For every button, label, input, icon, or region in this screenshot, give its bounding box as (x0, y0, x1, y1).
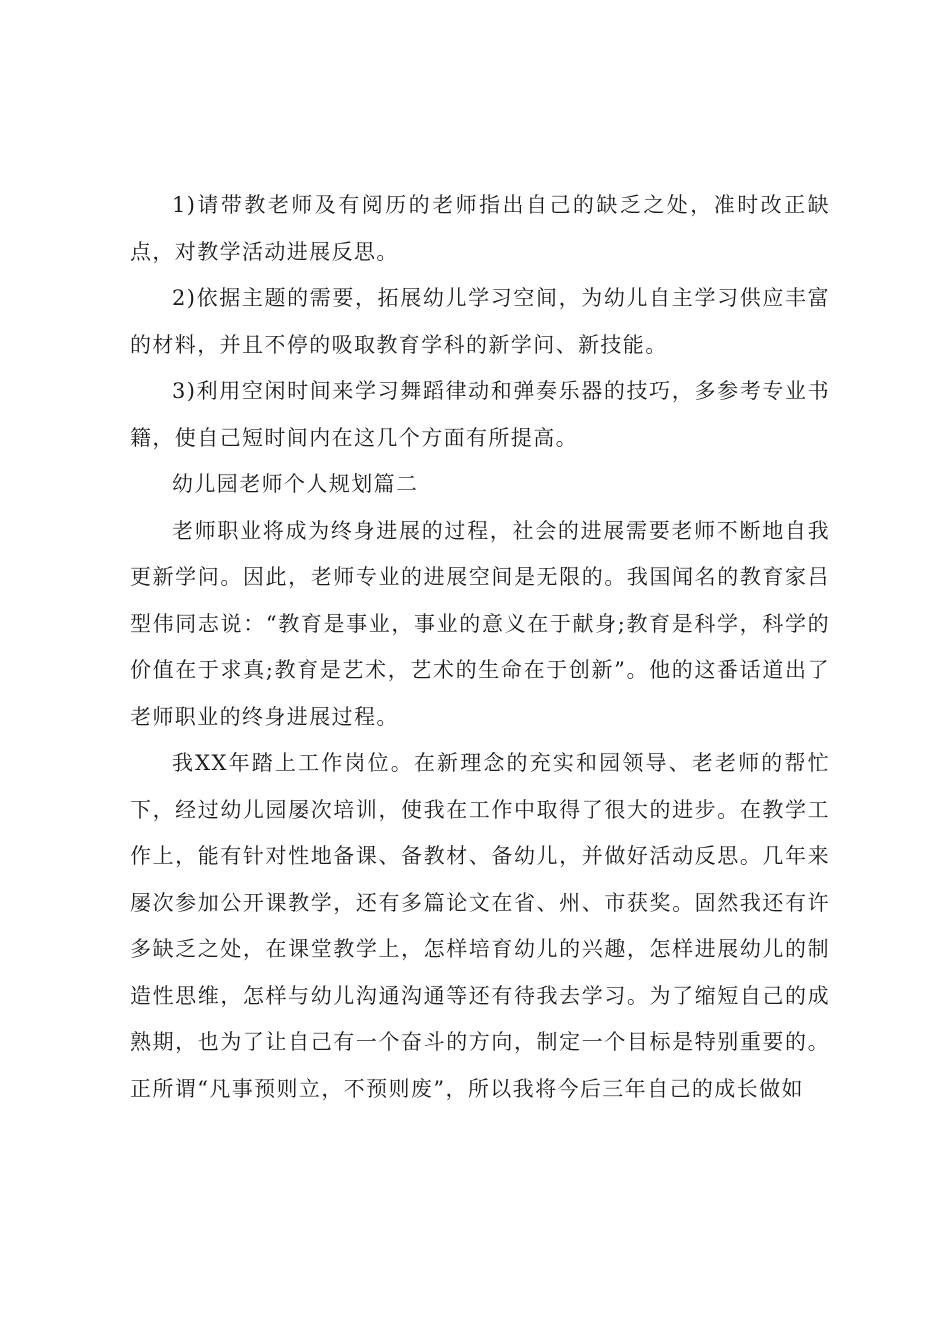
paragraph-item-3: 3)利用空闲时间来学习舞蹈律动和弹奏乐器的技巧，多参考专业书籍，使自己短时间内在这几个方面有所提高。 (130, 379, 830, 450)
section-heading: 幼儿园老师个人规划篇二 (172, 472, 419, 496)
paragraph-item-2: 2)依据主题的需要，拓展幼儿学习空间，为幼儿自主学习供应丰富的材料，并且不停的吸取教育学科的新学问、新技能。 (130, 286, 830, 357)
paragraph-intro: 老师职业将成为终身进展的过程，社会的进展需要老师不断地自我更新学问。因此，老师专业的进展空间是无限的。我国闻名的教育家吕型伟同志说：“教育是事业，事业的意义在于献身;教育是科学，科学的价值在于求真;教育是艺术，艺术的生命在于创新”。他的这番话道出了老师职业的终身进展过程。 (130, 518, 830, 729)
paragraph-experience: 我XX年踏上工作岗位。在新理念的充实和园领导、老老师的帮忙下，经过幼儿园屡次培训，使我在工作中取得了很大的进步。在教学工作上，能有针对性地备课、备教材、备幼儿，并做好活动反思。几年来屡次参加公开课教学，还有多篇论文在省、州、市获奖。固然我还有许多缺乏之处，在课堂教学上，怎样培育幼儿的兴趣，怎样进展幼儿的制造性思维，怎样与幼儿沟通沟通等还有待我去学习。为了缩短自己的成熟期，也为了让自己有一个奋斗的方向，制定一个目标是特别重要的。正所谓“凡事预则立，不预则废”，所以我将今后三年自己的成长做如 (130, 751, 830, 1101)
document-body (130, 182, 830, 1112)
paragraph-item-1: 1)请带教老师及有阅历的老师指出自己的缺乏之处，准时改正缺点，对教学活动进展反思。 (130, 193, 830, 264)
